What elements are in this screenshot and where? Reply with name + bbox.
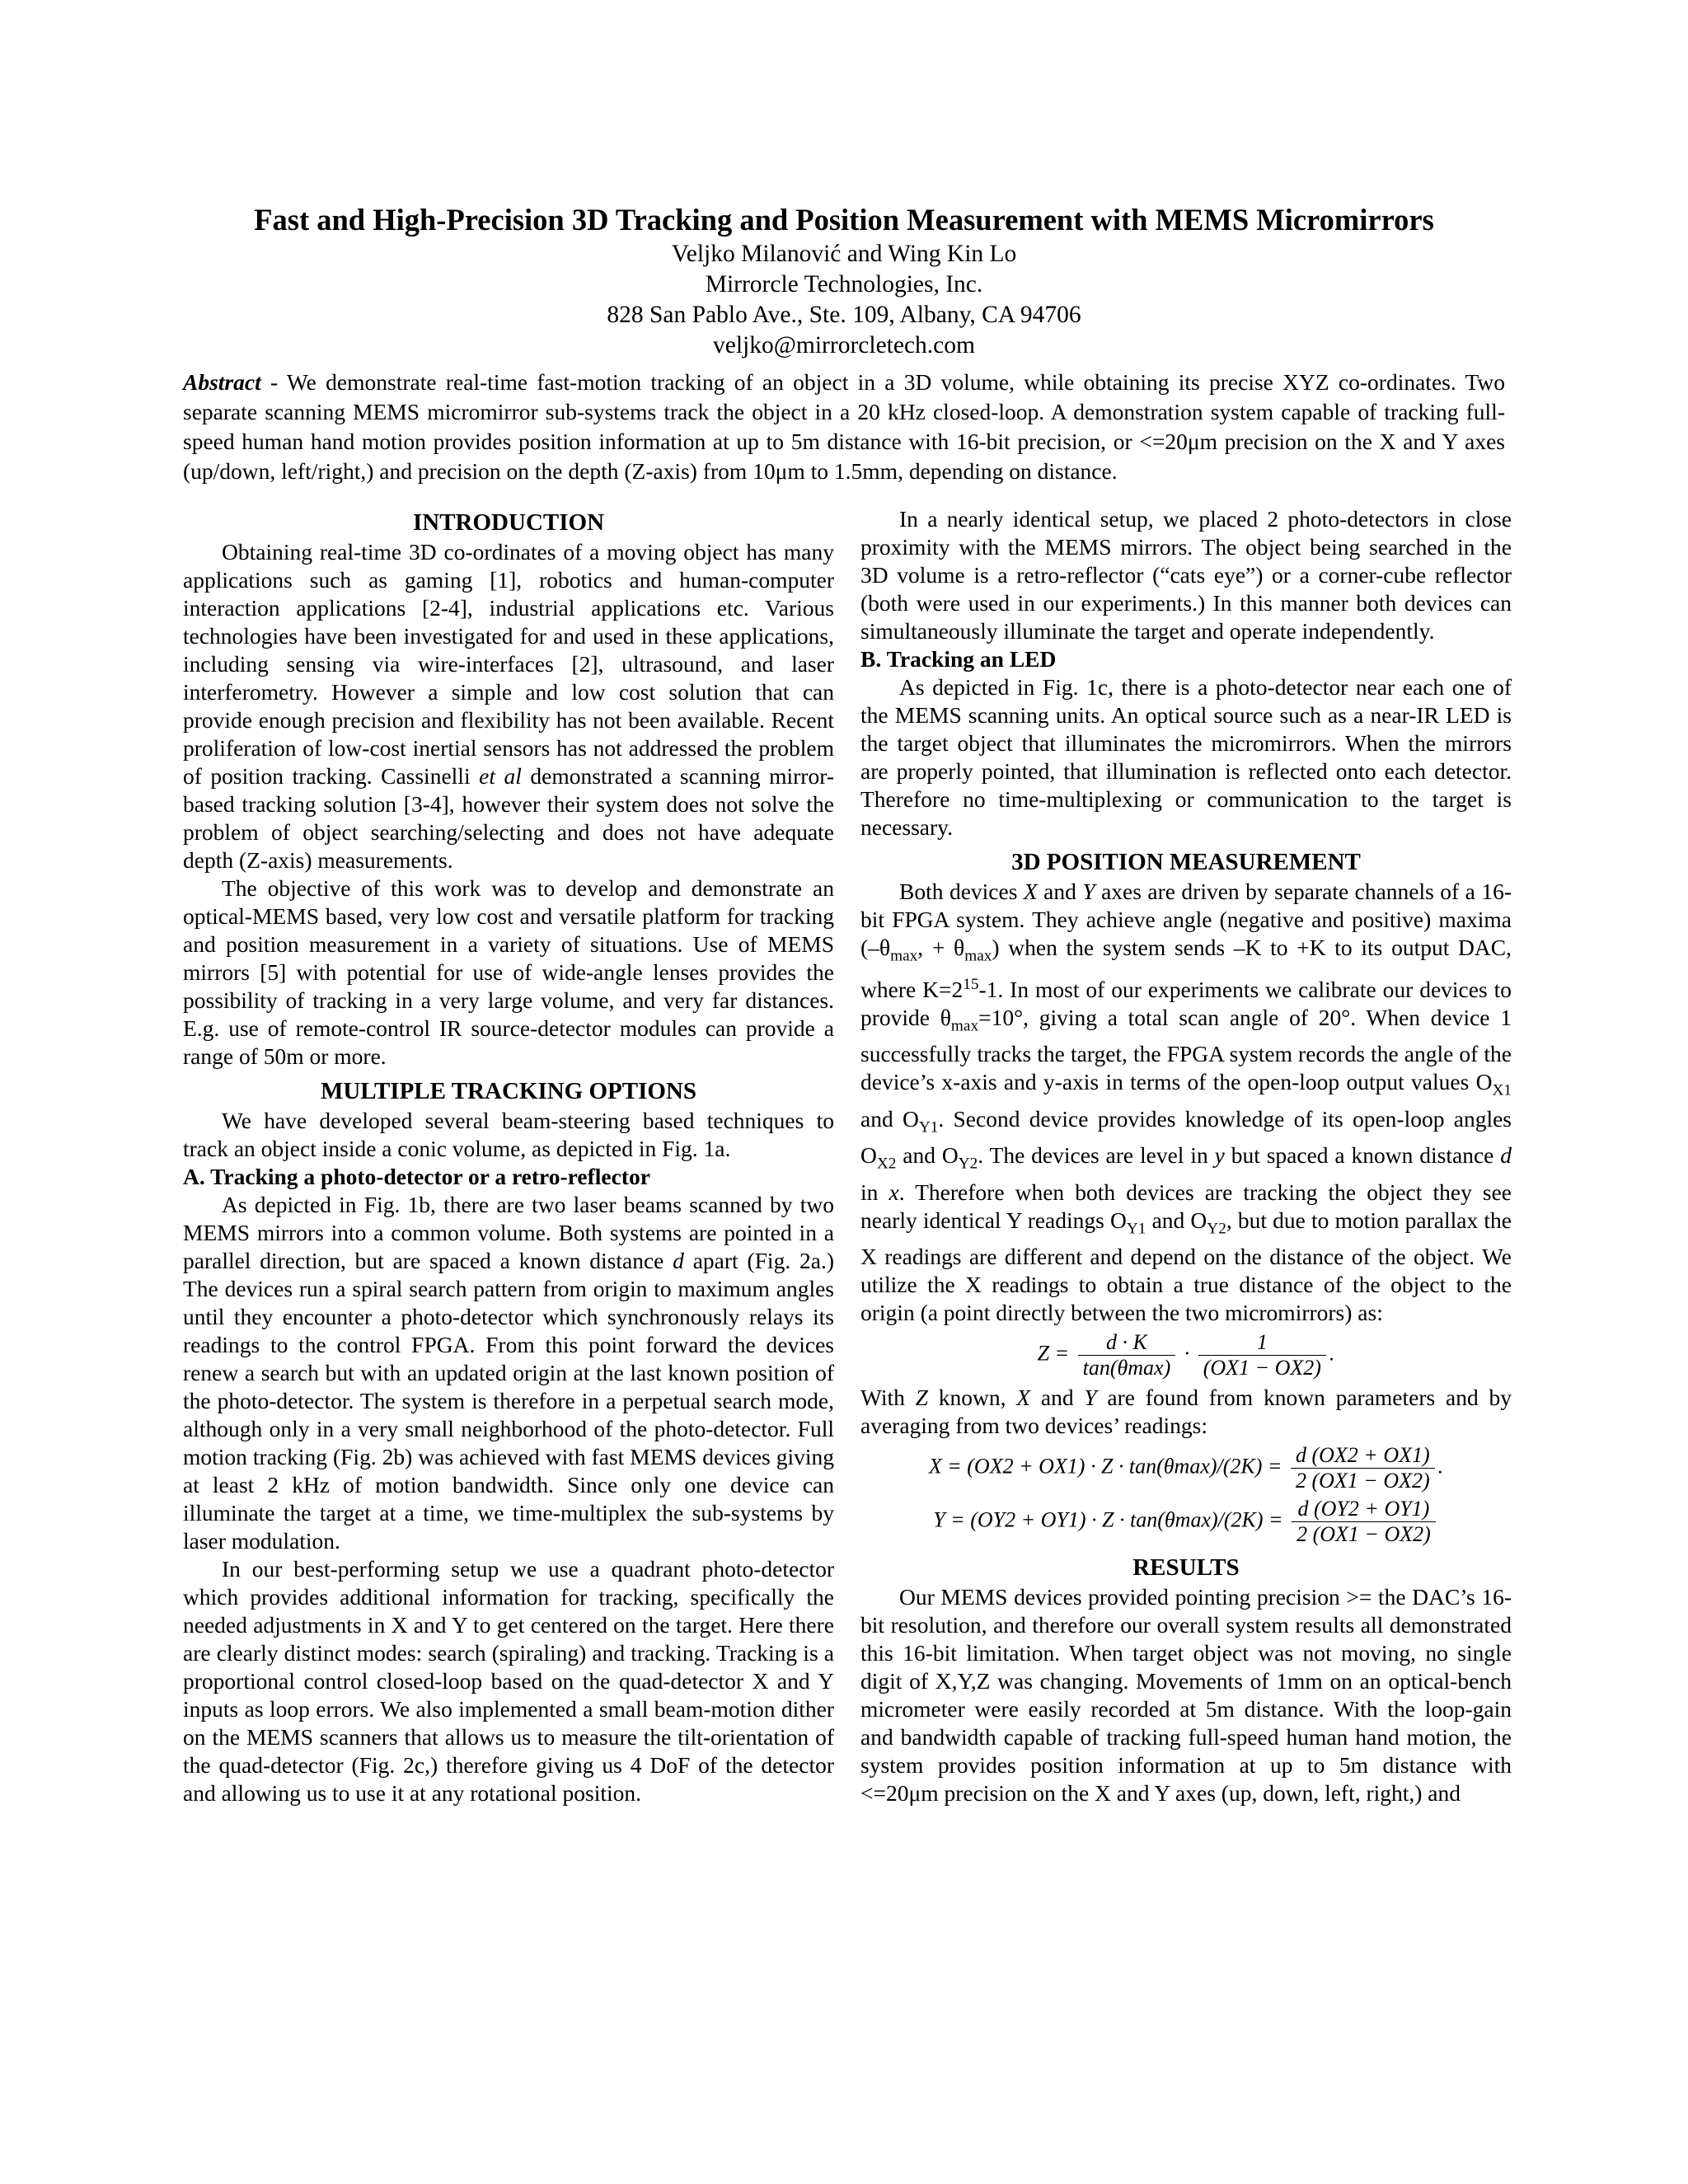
subsection-a-paragraph-2: In our best-performing setup we use a quadrant photo-detector which provides additional information for tracking, specifically the needed adjustments in X and Y to get centered on the target. Here there are clearly distinct modes: search (spiraling) and tracking. Tracking is a proportional control closed-loop based on the quad-detector X and Y inputs as loop errors. We also implemented a small beam-motion dither on the MEMS scanners that allows us to measure the tilt-orientation of the quad-detector (Fig. 2c,) therefore giving us 4 DoF of the detector and allowing us to use it at any rotational position.: [183, 1556, 834, 1806]
authors: Veljko Milanović and Wing Kin Lo: [671, 241, 1017, 267]
results-paragraph: Our MEMS devices provided pointing precision >= the DAC’s 16-bit resolution, and therefore our overall system results all demonstrated this 16-bit limitation. When target object was not moving, no single digit of X,Y,Z was changing. Movements of 1mm on an optical-bench micrometer were easily recorded at 5m distance. With the loop-gain and bandwidth capable of tracking full-speed human hand motion, the system provides position information at up to 5m distance with <=20μm precision on the X and Y axes (up, down, left, right,) and: [860, 1584, 1512, 1807]
subsection-b-heading: B. Tracking an LED: [860, 646, 1057, 672]
position-paragraph: Both devices X and Y axes are driven by separate channels of a 16-bit FPGA system. They achieve angle (negative and positive) maxima ($-\theta_{max}$, + $\theta_{max}$) when the system sends –K to +K to its output DAC, where $K=2^{15}-1$. In most of our experiments we calibrate our devices to provide $\theta_{max}=10^\circ$, giving a total scan angle of 20°. When device 1 successfully tracks the target, the FPGA system records the angle of the device’s x-axis and y-axis in terms of the open-loop output values $O_{X1}$ and $O_{Y1}$. Second device provides knowledge of its open-loop angles $O_{X2}$ and $O_{Y2}$. The devices are level in y but spaced a known distance d in x. Therefore when both devices are tracking the object they see nearly identical Y readings $O_{Y1}$ and $O_{Y2}$, but due to motion parallax the X readings are different and depend on the distance of the object. We utilize the X readings to obtain a true distance of the object to the origin (a point directly between the two micromirrors) as:: [860, 879, 1512, 1326]
equation-x: X = (OX2 + OX1) · Z · tan(θmax)/(2K) = $\frac{d (OX2 + OX1)}{2 (OX1 - OX2)}$ .: [928, 1443, 1444, 1493]
subsection-a-heading: A. Tracking a photo-detector or a retro-reflector: [183, 1164, 650, 1189]
subsection-b-paragraph: As depicted in Fig. 1c, there is a photo-detector near each one of the MEMS scanning units. An optical source such as a near-IR LED is the target object that illuminates the micromirrors. When the mirrors are properly pointed, that illumination is reflected onto each detector. Therefore no time-multiplexing or communication to the target is necessary.: [860, 674, 1512, 840]
abstract-label: Abstract: [183, 369, 261, 395]
equation-z: Z = $\frac{d \cdot K}{\tan(\theta\max)}$ · $\frac{1}{(OX1 - OX2)}$ .: [1037, 1330, 1335, 1380]
intro-paragraph-2: The objective of this work was to develop and demonstrate an optical-MEMS based, very low cost and versatile platform for tracking and position measurement in a variety of situations. Use of MEMS mirrors [5] with potential for use of wide-angle lenses provides the possibility of tracking in a very large volume, and very far distances. E.g. use of remote-control IR source-detector modules can provide a range of 50m or more.: [183, 875, 834, 1069]
equation-y: Y = (OY2 + OY1) · Z · tan(θmax)/(2K) = $\frac{d (OY2 + OY1)}{2 (OX1 - OX2)}$: [860, 1497, 1512, 1547]
paper-title: Fast and High-Precision 3D Tracking and Position Measurement with MEMS Micromirrors: [254, 203, 1434, 237]
results-heading: RESULTS: [1132, 1554, 1240, 1582]
mto-paragraph: We have developed several beam-steering based techniques to track an object inside a conic volume, as depicted in Fig. 1a.: [183, 1108, 834, 1161]
address: 828 San Pablo Ave., Ste. 109, Albany, CA 94706: [607, 302, 1081, 328]
right-column: [860, 505, 1512, 1807]
intro-paragraph-1: Obtaining real-time 3D co-ordinates of a moving object has many applications such as gaming [1], robotics and human-computer interaction applications [2-4], industrial applications etc. Various technologies have been investigated for and used in these applications, including sensing via wire-interfaces [2], ultrasound, and laser interferometry. However a simple and low cost solution that can provide enough precision and flexibility has not been available. Recent proliferation of low-cost inertial sensors has not addressed the problem of position tracking. Cassinelli et al demonstrated a scanning mirror-based tracking solution [3-4], however their system does not solve the problem of object searching/selecting and does not have adequate depth (Z-axis) measurements.: [183, 539, 834, 873]
left-column: [183, 507, 834, 1807]
introduction-heading: INTRODUCTION: [412, 509, 605, 536]
retro-reflector-paragraph: In a nearly identical setup, we placed 2 photo-detectors in close proximity with the MEMS mirrors. The object being searched in the 3D volume is a retro-reflector (“cats eye”) or a corner-cube reflector (both were used in our experiments.) In this manner both devices can simultaneously illuminate the target and operate independently.: [860, 506, 1512, 644]
abstract: [183, 368, 1505, 486]
abstract-text: - We demonstrate real-time fast-motion tracking of an object in a 3D volume, while obtaining its precise XYZ co-ordinates. Two separate scanning MEMS micromirror sub-systems track the object in a 20 kHz closed-loop. A demonstration system capable of tracking full-speed human hand motion provides position information at up to 5m distance with 16-bit precision, or <=20μm precision on the X and Y axes (up/down, left/right,) and precision on the depth (Z-axis) from 10μm to 1.5mm, depending on distance.: [183, 369, 1505, 484]
position-measurement-heading: 3D POSITION MEASUREMENT: [1011, 849, 1361, 875]
known-parameters-paragraph: With Z known, X and Y are found from known parameters and by averaging from two devices’ readings:: [860, 1385, 1512, 1439]
affiliation: Mirrorcle Technologies, Inc.: [705, 271, 983, 298]
subsection-a-paragraph-1: As depicted in Fig. 1b, there are two laser beams scanned by two MEMS mirrors into a common volume. Both systems are pointed in a parallel direction, but are spaced a known distance d apart (Fig. 2a.) The devices run a spiral search pattern from origin to maximum angles until they encounter a photo-detector which synchronously relays its readings to the control FPGA. From this point forward the devices renew a search but with an updated origin at the last known position of the photo-detector. The system is therefore in a perpetual search mode, although only in a very small neighborhood of the photo-detector. Full motion tracking (Fig. 2b) was achieved with fast MEMS devices giving at least 2 kHz of motion bandwidth. Since only one device can illuminate the target at a time, we time-multiplex the sub-systems by laser modulation.: [183, 1192, 834, 1554]
email: veljko@mirrorcletech.com: [713, 332, 975, 359]
multiple-tracking-heading: MULTIPLE TRACKING OPTIONS: [320, 1078, 697, 1104]
